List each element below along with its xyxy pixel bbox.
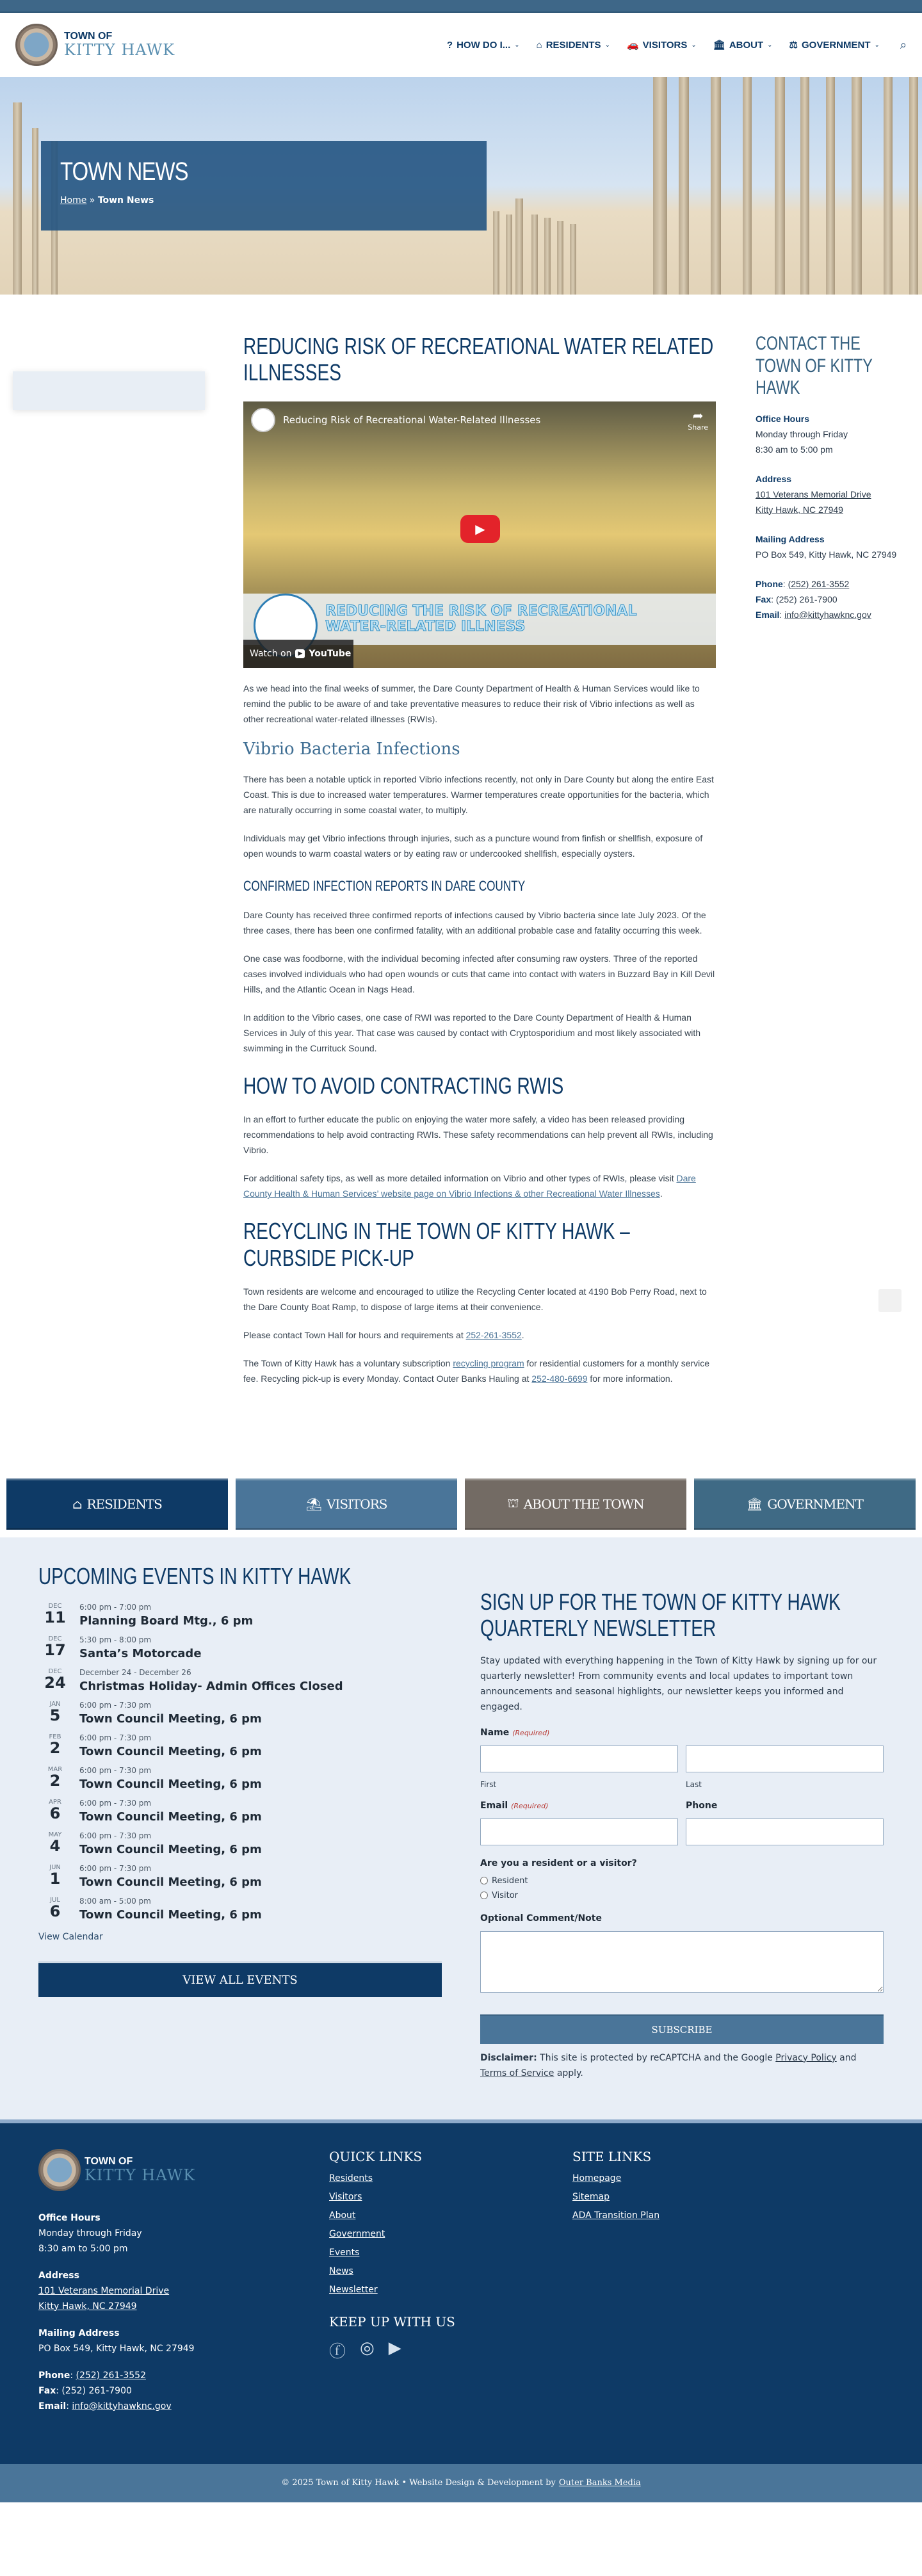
tile-label: GOVERNMENT — [767, 1496, 863, 1512]
event-item[interactable] — [38, 1766, 442, 1791]
footer-logo[interactable] — [38, 2149, 329, 2191]
email-label: Email — [756, 609, 780, 620]
breadcrumb-separator: » — [86, 195, 98, 206]
video-title[interactable]: Reducing Risk of Recreational Water-Related Illnesses — [283, 414, 541, 426]
event-month: DEC — [48, 1602, 62, 1610]
section-heading-confirmed: CONFIRMED INFECTION REPORTS IN DARE COUNTY — [243, 877, 526, 894]
event-day: 2 — [49, 1771, 61, 1790]
tile-visitors[interactable] — [236, 1478, 457, 1530]
event-item[interactable] — [38, 1668, 442, 1693]
footer-link-homepage[interactable]: Homepage — [572, 2173, 622, 2183]
quick-nav-tiles — [0, 1463, 922, 1537]
recaptcha-disclaimer — [480, 2050, 884, 2081]
view-all-events-button[interactable] — [38, 1961, 442, 1997]
comment-textarea[interactable] — [480, 1931, 884, 1993]
event-month: FEB — [49, 1733, 61, 1740]
disclaimer-label: Disclaimer: — [480, 2052, 537, 2063]
copyright-text: © 2025 Town of Kitty Hawk • Website Design & Development by — [281, 2478, 556, 2488]
paragraph: Individuals may get Vibrio infections through injuries, such as a puncture wound from finfish or shellfish, exposure of open wounds to warm coastal waters or by eating raw or undercooked shellfish, especially oysters. — [243, 832, 703, 859]
question-icon: ? — [446, 39, 453, 51]
event-month: MAR — [47, 1765, 63, 1773]
event-title-link[interactable]: Planning Board Mtg., 6 pm — [79, 1614, 254, 1628]
event-item[interactable] — [38, 1799, 442, 1824]
page-hero — [0, 77, 922, 295]
government-building-icon: 🏛 — [747, 1496, 763, 1512]
fence-post — [743, 77, 752, 295]
phone-label: Phone — [38, 2370, 70, 2381]
footer-link-newsletter[interactable]: Newsletter — [329, 2284, 378, 2295]
text: and — [836, 2052, 857, 2063]
phone-link[interactable]: (252) 261-3552 — [788, 578, 850, 589]
nav-label: ABOUT — [729, 39, 764, 51]
section-heading-avoid: HOW TO AVOID CONTRACTING RWIS — [243, 1072, 564, 1099]
event-time: 6:00 pm - 7:30 pm — [79, 1700, 152, 1710]
tile-about-the-town[interactable] — [465, 1478, 686, 1530]
building-columns-icon: 🏛 — [713, 40, 725, 51]
event-day: 4 — [49, 1836, 61, 1855]
tile-residents[interactable] — [6, 1478, 228, 1530]
fence-post — [13, 102, 22, 295]
required-indicator: (Required) — [512, 1728, 550, 1737]
phone-input[interactable] — [686, 1819, 884, 1845]
office-hours-days: Monday through Friday — [38, 2228, 142, 2239]
top-utility-bar — [0, 0, 922, 13]
fence-post — [570, 224, 576, 295]
social-links — [329, 2338, 572, 2362]
event-day: 2 — [49, 1738, 61, 1757]
tile-label: RESIDENTS — [86, 1496, 162, 1512]
event-title-link[interactable]: Town Council Meeting, 6 pm — [79, 1744, 262, 1758]
event-day: 17 — [44, 1640, 66, 1659]
text: . — [659, 1188, 663, 1199]
newsletter-intro: Stay updated with everything happening in the Town of Kitty Hawk by signing up for our quarterly newsletter! From community events and local updates to important town announcements and seasonal highlights, our newsletter keeps you informed and engaged. — [480, 1655, 877, 1712]
quick-links-heading: QUICK LINKS — [329, 2148, 423, 2164]
article-title: REDUCING RISK OF RECREATIONAL WATER RELATED ILLNESSES — [243, 333, 714, 386]
event-day: 5 — [49, 1706, 61, 1724]
event-item[interactable] — [38, 1635, 442, 1660]
event-title-link[interactable]: Town Council Meeting, 6 pm — [79, 1908, 262, 1922]
text: apply. — [554, 2068, 583, 2078]
mailing-address-value: PO Box 549, Kitty Hawk, NC 27949 — [38, 2343, 195, 2354]
nav-label: HOW DO I... — [457, 39, 511, 51]
footer-link-about[interactable]: About — [329, 2210, 356, 2221]
home-icon: ⌂ — [536, 39, 542, 51]
fax-label: Fax — [38, 2385, 56, 2396]
share-label: Share — [688, 423, 708, 432]
article-intro: As we head into the final weeks of summer, the Dare County Department of Health & Human Services would like to remind the public to be aware of and take preventative measures to reduce their risk of Vibrio infections as well as other recreational water-related illnesses (RWIs). — [243, 683, 700, 724]
radio-resident[interactable] — [480, 1876, 884, 1886]
email-link[interactable]: info@kittyhawknc.gov — [72, 2401, 172, 2411]
comment-label: Optional Comment/Note — [480, 1913, 602, 1924]
event-day: 6 — [49, 1804, 61, 1822]
email-input[interactable] — [480, 1819, 678, 1845]
last-name-sublabel: Last — [686, 1779, 702, 1789]
banner-line2: WATER-RELATED ILLNESS — [325, 618, 526, 635]
privacy-policy-link[interactable]: Privacy Policy — [775, 2052, 837, 2063]
last-name-input[interactable] — [686, 1746, 884, 1772]
outer-banks-media-link[interactable]: Outer Banks Media — [558, 2478, 641, 2488]
channel-avatar[interactable] — [251, 408, 275, 432]
paragraph — [243, 1327, 717, 1343]
content-layout — [0, 295, 922, 1463]
fence-post — [884, 77, 893, 295]
town-buildings-icon: ⛫ — [507, 1495, 519, 1511]
car-icon: 🚗 — [626, 40, 639, 51]
event-month: JAN — [49, 1700, 61, 1708]
banner-line1: REDUCING THE RISK OF RECREATIONAL — [325, 603, 637, 619]
event-month: MAY — [48, 1831, 62, 1838]
contact-sidebar: CONTACT THE TOWN OF KITTY HAWK Office Hours Monday through Friday 8:30 am to 5:00 pm Address 101 Veterans Memorial Drive Kitty Hawk, NC 27949 Mailing Address PO Box 549, Kitty Hawk, NC 27949 Phone: (252) 261-3552 Fax: (252) 261-7900 Email: info@kittyhawknc.gov — [717, 333, 922, 1399]
youtube-logo-icon: ▶ — [295, 649, 305, 658]
paragraph: One case was foodborne, with the individual becoming infected after consuming raw oysters. Three of the reported cases involved individuals who had open wounds or cuts that came into contact with waters in Buzzard Bay in Kill Devil Hills, and the Atlantic Ocean in Nags Head. — [243, 953, 715, 994]
town-hall-phone-link[interactable]: 252-261-3552 — [465, 1329, 522, 1340]
tile-government[interactable] — [694, 1478, 916, 1530]
site-links-heading: SITE LINKS — [572, 2148, 652, 2164]
keep-up-heading: KEEP UP WITH US — [329, 2313, 455, 2329]
breadcrumb — [60, 195, 467, 206]
event-day: 24 — [44, 1673, 66, 1692]
event-day: 6 — [49, 1902, 61, 1920]
button-label: SUBSCRIBE — [651, 2023, 713, 2036]
youtube-icon[interactable]: ▶ — [388, 2338, 401, 2358]
paragraph — [243, 1356, 717, 1386]
tile-label: ABOUT THE TOWN — [523, 1496, 644, 1512]
fax-value: (252) 261-7900 — [775, 594, 837, 604]
footer-link-news[interactable]: News — [329, 2265, 353, 2276]
office-hours-label: Office Hours — [38, 2212, 101, 2223]
paragraph: Dare County has received three confirmed reports of infections caused by Vibrio bacteria since late July 2023. Of the three cases, there has been one confirmed fatality, with an additional probable case and fatality occurring this week. — [243, 909, 706, 936]
paragraph: Town residents are welcome and encouraged to utilize the Recycling Center located at 4190 Bob Perry Road, next to the Dare County Boat Ramp, to dispose of large items at their convenience. — [243, 1286, 707, 1312]
fence-post — [515, 198, 523, 295]
first-name-sublabel: First — [480, 1779, 497, 1789]
left-sidebar — [0, 333, 243, 1399]
subscribe-button[interactable] — [480, 2014, 884, 2044]
address-label: Address — [38, 2270, 79, 2281]
event-day: 1 — [49, 1869, 61, 1888]
upcoming-events — [38, 1563, 442, 2081]
event-day: 11 — [44, 1608, 66, 1626]
terms-of-service-link[interactable]: Terms of Service — [480, 2068, 554, 2078]
event-item[interactable] — [38, 1897, 442, 1922]
site-footer: TOWN OF KITTY HAWK Office Hours Monday through Friday 8:30 am to 5:00 pm Address 101 Veterans Memorial Drive Kitty Hawk, NC 27949 Mailing Address PO Box 549, Kitty Hawk, NC 27949 Phone: (252) 261-3552 Fax: (252) 261-7900 Email: info@kittyhawknc.gov QUICK LINKS Residents Visitors About Government Events News Newsletter KEEP UP WITH US ⓕ ◎ ▶ SITE LINKS Homepage Sitemap ADA Transition Plan — [0, 2119, 922, 2464]
events-title: UPCOMING EVENTS IN KITTY HAWK — [38, 1562, 352, 1589]
nav-residents[interactable] — [537, 40, 610, 51]
fax-value: (252) 261-7900 — [61, 2385, 132, 2396]
footer-link-ada-plan[interactable]: ADA Transition Plan — [572, 2210, 660, 2221]
event-month: DEC — [48, 1635, 62, 1642]
event-month: APR — [49, 1798, 61, 1806]
fence-post — [711, 77, 721, 295]
event-time: 6:00 pm - 7:30 pm — [79, 1733, 152, 1742]
event-item[interactable] — [38, 1603, 442, 1628]
radio-label: Resident — [492, 1875, 528, 1886]
share-icon: ➦ — [692, 408, 704, 424]
logo-line1: TOWN OF — [85, 2155, 133, 2167]
town-seal-icon — [38, 2149, 81, 2191]
name-label: Name — [480, 1727, 510, 1738]
main-nav — [447, 38, 907, 52]
paragraph — [243, 1171, 717, 1201]
office-hours-time: 8:30 am to 5:00 pm — [756, 444, 833, 455]
town-seal-icon — [15, 24, 58, 66]
breadcrumb-current: Town News — [97, 195, 154, 206]
text: Please contact Town Hall for hours and requirements at — [243, 1329, 466, 1340]
recycling-program-link[interactable]: recycling program — [453, 1357, 524, 1368]
event-title-link[interactable]: Christmas Holiday- Admin Offices Closed — [79, 1679, 343, 1693]
email-link[interactable]: info@kittyhawknc.gov — [784, 609, 871, 620]
fax-label: Fax — [756, 594, 772, 604]
chevron-down-icon: ⌄ — [767, 41, 773, 49]
phone-label: Phone — [686, 1800, 718, 1811]
paragraph: In addition to the Vibrio cases, one case of RWI was reported to the Dare County Department of Health & Human Services in July of this year. That case was caused by contact with Cryptosporidium and most likely associated with swimming in the Currituck Sound. — [243, 1012, 701, 1053]
phone-link[interactable]: (252) 261-3552 — [76, 2370, 146, 2381]
youtube-label: YouTube — [309, 648, 352, 659]
radio-label: Visitor — [492, 1890, 518, 1900]
fence-post — [32, 128, 38, 295]
radio-circle-icon — [480, 1891, 488, 1899]
watch-on-youtube-button[interactable] — [243, 640, 353, 668]
office-hours-days: Monday through Friday — [756, 428, 848, 439]
breadcrumb-home-link[interactable]: Home — [60, 195, 87, 206]
event-list — [38, 1603, 442, 1922]
fence-post — [506, 215, 512, 295]
radio-circle-icon — [480, 1877, 488, 1884]
page-title: TOWN NEWS — [60, 158, 188, 186]
event-month: DEC — [48, 1667, 62, 1675]
event-time: 6:00 pm - 7:30 pm — [79, 1798, 152, 1808]
event-item[interactable] — [38, 1864, 442, 1889]
event-title-link[interactable]: Town Council Meeting, 6 pm — [79, 1810, 262, 1824]
fence-post — [557, 221, 563, 295]
fence-post — [544, 218, 551, 295]
search-icon[interactable]: ⌕ — [900, 38, 907, 52]
chevron-down-icon: ⌄ — [874, 41, 880, 49]
phone-label: Phone — [756, 578, 783, 589]
nav-how-do-i[interactable] — [447, 40, 520, 51]
text: For additional safety tips, as well as more detailed information on Vibrio and other types of RWIs, please visit — [243, 1173, 677, 1184]
event-item[interactable] — [38, 1701, 442, 1726]
address-link-line2[interactable]: Kitty Hawk, NC 27949 — [756, 504, 843, 515]
mailing-address-label: Mailing Address — [38, 2328, 120, 2338]
footer-link-visitors[interactable]: Visitors — [329, 2191, 362, 2202]
paragraph: In an effort to further educate the public on enjoying the water more safely, a video has been released providing recommendations to help avoid contracting RWIs. These safety recommendations can help prevent all RWIs, including Vibrio. — [243, 1114, 713, 1156]
fence-post — [679, 77, 689, 295]
event-title-link[interactable]: Santa’s Motorcade — [79, 1646, 202, 1660]
fence-post — [909, 77, 918, 295]
events-newsletter-band — [0, 1537, 922, 2119]
fence-post — [852, 77, 862, 295]
logo-line1: TOWN OF — [64, 30, 113, 42]
address-link-line2[interactable]: Kitty Hawk, NC 27949 — [38, 2301, 137, 2312]
text: The Town of Kitty Hawk has a voluntary subscription — [243, 1357, 453, 1368]
chevron-down-icon: ⌄ — [514, 41, 520, 49]
hero-title-box — [41, 141, 487, 231]
section-heading-recycling: RECYCLING IN THE TOWN OF KITTY HAWK – CURBSIDE PICK-UP — [243, 1218, 630, 1271]
watch-on-label: Watch on — [250, 648, 292, 659]
email-label: Email — [480, 1800, 508, 1811]
event-title-link[interactable]: Town Council Meeting, 6 pm — [79, 1712, 262, 1726]
tile-label: VISITORS — [326, 1496, 387, 1512]
email-label: Email — [38, 2401, 67, 2411]
address-label: Address — [756, 473, 792, 484]
text: for residential customers for a monthly service fee. Recycling pick-up is every Monday. Contact Outer Banks Hauling at — [243, 1357, 710, 1384]
event-title-link[interactable]: Town Council Meeting, 6 pm — [79, 1777, 262, 1791]
event-month: JUL — [50, 1896, 60, 1904]
article — [243, 333, 717, 1399]
fence-post — [531, 215, 538, 295]
footer-link-government[interactable]: Government — [329, 2228, 385, 2239]
copyright-bar — [0, 2464, 922, 2502]
logo-line2: KITTY HAWK — [85, 2166, 196, 2184]
address-link-line1[interactable]: 101 Veterans Memorial Drive — [756, 489, 871, 499]
text: for more information. — [587, 1373, 673, 1384]
scroll-to-top-button[interactable] — [878, 1289, 902, 1312]
nav-label: VISITORS — [642, 39, 688, 51]
fence-post — [775, 77, 785, 295]
radio-visitor[interactable] — [480, 1891, 884, 1900]
beach-umbrella-icon: ⛱ — [305, 1496, 321, 1512]
event-item[interactable] — [38, 1831, 442, 1856]
footer-link-sitemap[interactable]: Sitemap — [572, 2191, 610, 2202]
nav-government[interactable] — [789, 39, 880, 51]
nav-visitors[interactable] — [627, 39, 697, 51]
nav-label: GOVERNMENT — [802, 39, 871, 51]
address-link-line1[interactable]: 101 Veterans Memorial Drive — [38, 2285, 170, 2296]
button-label: VIEW ALL EVENTS — [182, 1973, 298, 1987]
event-time: December 24 - December 26 — [79, 1667, 191, 1677]
text: This site is protected by reCAPTCHA and the Google — [537, 2052, 776, 2063]
site-logo[interactable] — [15, 24, 175, 66]
gavel-icon: ⚖ — [789, 40, 798, 51]
event-title-link[interactable]: Town Council Meeting, 6 pm — [79, 1875, 262, 1889]
contact-title: CONTACT THE TOWN OF KITTY HAWK — [756, 333, 873, 398]
office-hours-label: Office Hours — [756, 413, 810, 424]
event-item[interactable] — [38, 1733, 442, 1758]
dare-county-health-link[interactable]: Dare County Health & Human Services’ website page on Vibrio Infections & other Recreational Water Illnesses — [243, 1173, 696, 1199]
site-header — [0, 13, 922, 77]
chevron-down-icon: ⌄ — [691, 41, 697, 49]
share-button[interactable] — [688, 408, 708, 432]
footer-link-events[interactable]: Events — [329, 2247, 360, 2258]
fence-post — [826, 77, 835, 295]
required-indicator: (Required) — [511, 1801, 549, 1810]
paragraph: There has been a notable uptick in reported Vibrio infections recently, not only in Dare County but along the entire East Coast. This is due to increased water temperatures. Warmer temperatures create opportunities for the bacteria, which are naturally occurring in some coastal water, to multiply. — [243, 774, 714, 815]
event-time: 6:00 pm - 7:30 pm — [79, 1831, 152, 1840]
mailing-address-label: Mailing Address — [756, 533, 825, 544]
resident-visitor-question: Are you a resident or a visitor? — [480, 1858, 637, 1868]
nav-label: RESIDENTS — [546, 39, 601, 51]
fence-post — [493, 211, 499, 295]
event-time: 8:00 am - 5:00 pm — [79, 1896, 151, 1906]
hauling-phone-link[interactable]: 252-480-6699 — [531, 1373, 588, 1384]
footer-link-residents[interactable]: Residents — [329, 2173, 373, 2183]
event-time: 6:00 pm - 7:00 pm — [79, 1602, 152, 1612]
facebook-icon[interactable]: ⓕ — [329, 2342, 346, 2361]
section-heading-vibrio: Vibrio Bacteria Infections — [243, 739, 460, 759]
first-name-input[interactable] — [480, 1746, 678, 1772]
newsletter-signup — [480, 1563, 884, 2081]
fence-post — [653, 77, 667, 295]
event-time: 6:00 pm - 7:30 pm — [79, 1863, 152, 1873]
event-title-link[interactable]: Town Council Meeting, 6 pm — [79, 1842, 262, 1856]
office-hours-time: 8:30 am to 5:00 pm — [38, 2243, 128, 2254]
text: . — [521, 1329, 524, 1340]
chevron-down-icon: ⌄ — [604, 41, 610, 49]
play-button-icon[interactable]: ▶ — [460, 515, 500, 543]
youtube-video-embed[interactable] — [243, 401, 716, 668]
fence-post — [800, 77, 809, 295]
event-time: 5:30 pm - 8:00 pm — [79, 1635, 152, 1644]
view-calendar-link[interactable]: View Calendar — [38, 1931, 103, 1942]
residents-icon: ⌂ — [72, 1496, 82, 1512]
logo-line2: KITTY HAWK — [64, 40, 175, 59]
newsletter-title: SIGN UP FOR THE TOWN OF KITTY HAWK QUARTERLY NEWSLETTER — [480, 1588, 841, 1642]
instagram-icon[interactable]: ◎ — [360, 2338, 375, 2358]
sidebar-widget — [13, 371, 205, 410]
nav-about[interactable] — [713, 39, 773, 51]
event-month: JUN — [49, 1863, 61, 1871]
event-time: 6:00 pm - 7:30 pm — [79, 1765, 152, 1775]
video-banner — [243, 594, 716, 645]
mailing-address-value: PO Box 549, Kitty Hawk, NC 27949 — [756, 549, 897, 560]
